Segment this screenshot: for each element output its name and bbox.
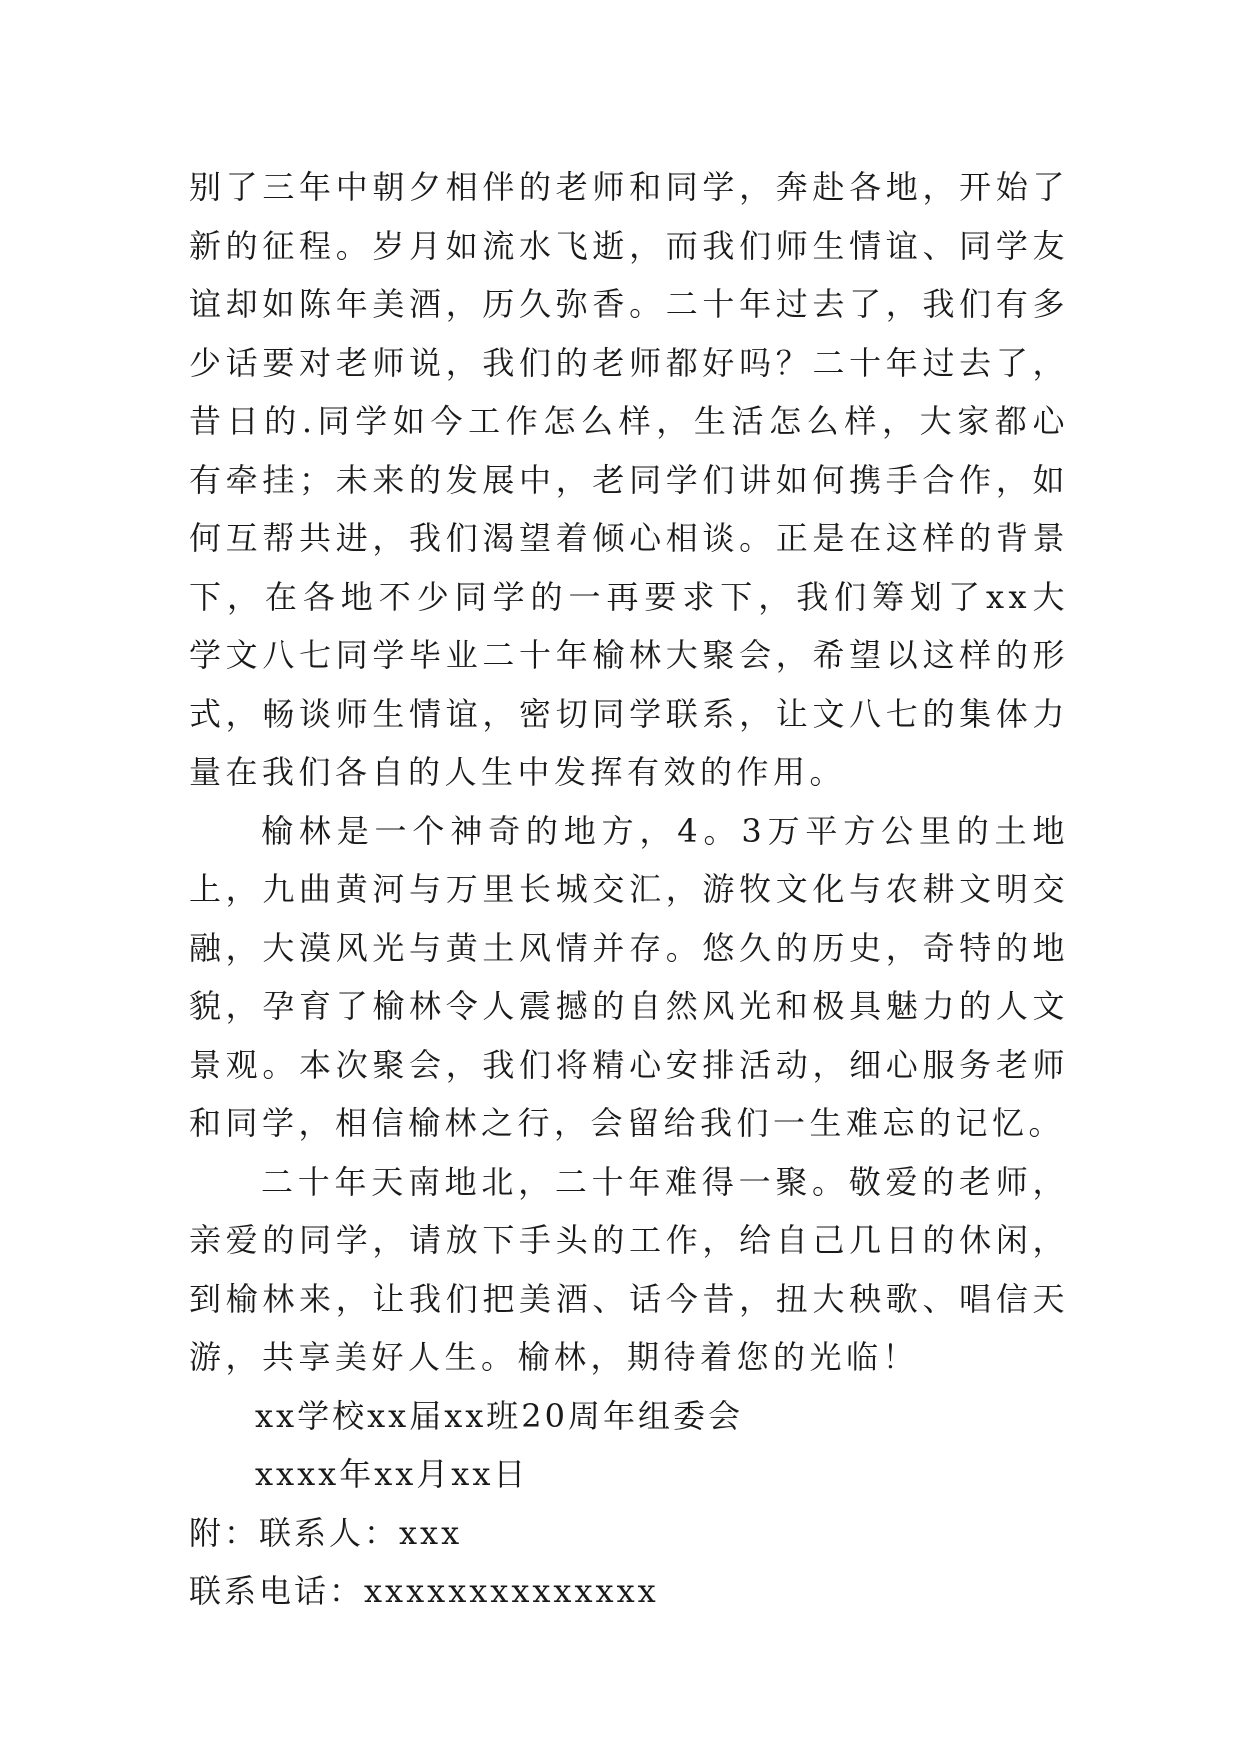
signature-organizer: xx学校xx届xx班20周年组委会: [255, 1396, 744, 1435]
document-body: [189, 158, 1069, 1621]
paragraph-invitation-intro: 别了三年中朝夕相伴的老师和同学，奔赴各地，开始了新的征程。岁月如流水飞逝，而我们师生情谊、同学友谊却如陈年美酒，历久弥香。二十年过去了，我们有多少话要对老师说，我们的老师都好吗？二十年过去了，昔日的.同学如今工作怎么样，生活怎么样，大家都心有牵挂；未来的发展中，老同学们讲如何携手合作，如何互帮共进，我们渴望着倾心相谈。正是在这样的背景下，在各地不少同学的一再要求下，我们筹划了xx大学文八七同学毕业二十年榆林大聚会，希望以这样的形式，畅谈师生情谊，密切同学联系，让文八七的集体力量在我们各自的人生中发挥有效的作用。: [189, 168, 1069, 791]
signature-date: xxxx年xx月xx日: [255, 1455, 529, 1493]
paragraph-yulin-description: 榆林是一个神奇的地方，4。3万平方公里的土地上，九曲黄河与万里长城交汇，游牧文化与农耕文明交融，大漠风光与黄土风情并存。悠久的历史，奇特的地貌，孕育了榆林令人震撼的自然风光和极具魅力的人文景观。本次聚会，我们将精心安排活动，细心服务老师和同学，相信榆林之行，会留给我们一生难忘的记忆。: [189, 811, 1069, 1142]
contact-phone: 联系电话：xxxxxxxxxxxxxx: [189, 1572, 659, 1610]
contact-person: 附：联系人：xxx: [189, 1513, 463, 1552]
paragraph-closing-invitation: 二十年天南地北，二十年难得一聚。敬爱的老师，亲爱的同学，请放下手头的工作，给自己几日的休闲，到榆林来，让我们把美酒、话今昔，扭大秧歌、唱信天游，共享美好人生。榆林，期待着您的光临！: [189, 1162, 1069, 1376]
